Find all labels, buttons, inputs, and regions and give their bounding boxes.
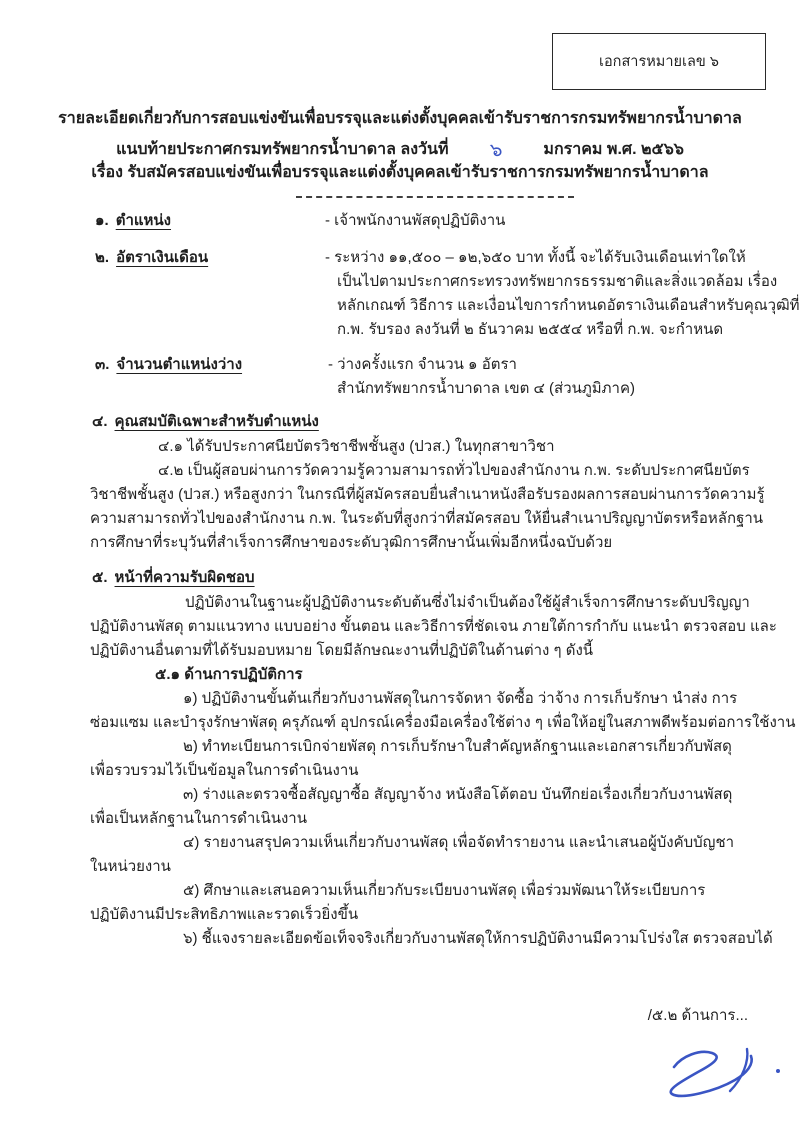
duty-item-1-line: ๑) ปฏิบัติงานขั้นต้นเกี่ยวกับงานพัสดุในการจัดหา จัดซื้อ ว่าจ้าง การเก็บรักษา นำส่ง การ	[183, 690, 738, 707]
field-value-vacancies-line: สำนักทรัพยากรน้ำบาดาล เขต ๔ (ส่วนภูมิภาค)	[337, 380, 635, 397]
document-number-label: เอกสารหมายเลข ๖	[599, 54, 719, 70]
duty-item-6-line: ๖) ชี้แจงรายละเอียดข้อเท็จจริงเกี่ยวกับงานพัสดุให้การปฏิบัติงานมีความโปร่งใส ตรวจสอบได้	[183, 930, 773, 947]
duty-item-4-line: ๔) รายงานสรุปความเห็นเกี่ยวกับงานพัสดุ เพื่อจัดทำรายงาน และนำเสนอผู้บังคับบัญชา	[183, 834, 735, 851]
clause-4-2-line: ๔.๒ เป็นผู้สอบผ่านการวัดความรู้ความสามารถทั่วไปของสำนักงาน ก.พ. ระดับประกาศนียบัตร	[158, 462, 750, 479]
duty-item-5-line: ๕) ศึกษาและเสนอความเห็นเกี่ยวกับระเบียบงานพัสดุ เพื่อร่วมพัฒนาให้ระเบียบการ	[183, 882, 706, 899]
section-5-intro-line: ปฏิบัติงานพัสดุ ตามแนวทาง แบบอย่าง ขั้นตอน และวิธีการที่ชัดเจน ภายใต้การกำกับ แนะนำ ตรวจสอบ และ	[90, 618, 777, 635]
field-number: ๓.	[95, 356, 110, 373]
dashed-divider	[296, 196, 574, 198]
field-value-salary-line: เป็นไปตามประกาศกระทรวงทรัพยากรธรรมชาติและสิ่งแวดล้อม เรื่อง	[337, 273, 778, 290]
duty-item-2-line: เพื่อรวบรวมไว้เป็นข้อมูลในการดำเนินงาน	[90, 762, 359, 779]
field-label-text: อัตราเงินเดือน	[116, 249, 209, 266]
field-label-position	[95, 208, 171, 232]
section-5-heading	[92, 565, 255, 589]
section-4-heading	[92, 409, 319, 433]
section-5-intro-line: ปฏิบัติงานในฐานะผู้ปฏิบัติงานระดับต้นซึ่งไม่จำเป็นต้องใช้ผู้สำเร็จการศึกษาระดับปริญญา	[185, 594, 750, 611]
section-number: ๔.	[92, 413, 108, 430]
field-label-vacancies	[95, 352, 242, 376]
field-value-salary-line: หลักเกณฑ์ วิธีการ และเงื่อนไขการกำหนดอัตราเงินเดือนสำหรับคุณวุฒิที่	[337, 297, 800, 314]
section-5-intro-line: ปฏิบัติงานอื่นตามที่ได้รับมอบหมาย โดยมีลักษณะงานที่ปฏิบัติในด้านต่าง ๆ ดังนี้	[90, 642, 594, 659]
field-number: ๑.	[95, 212, 109, 229]
document-number-box	[552, 33, 766, 90]
duty-item-3-line: เพื่อเป็นหลักฐานในการดำเนินงาน	[90, 810, 307, 827]
duty-item-5-line: ปฏิบัติงานมีประสิทธิภาพและรวดเร็วยิ่งขึ้น	[90, 906, 359, 923]
field-label-text: ตำแหน่ง	[115, 212, 172, 229]
header-title-line-2	[20, 133, 780, 163]
duty-item-3-line: ๓) ร่างและตรวจซื้อสัญญาซื้อ สัญญาจ้าง หนังสือโต้ตอบ บันทึกย่อเรื่องเกี่ยวกับงานพัสดุ	[183, 786, 733, 803]
duty-item-1-line: ซ่อมแซม และบำรุงรักษาพัสดุ ครุภัณฑ์ อุปกรณ์เครื่องมือเครื่องใช้ต่าง ๆ เพื่อให้อยู่ในสภาพดีพร้อมต่อการใช้งาน	[90, 714, 796, 731]
section-number: ๕.	[92, 569, 108, 586]
field-value-position: - เจ้าพนักงานพัสดุปฏิบัติงาน	[325, 212, 506, 229]
duty-item-4-line: ในหน่วยงาน	[90, 858, 171, 875]
section-heading-text: หน้าที่ความรับผิดชอบ	[114, 569, 255, 586]
clause-4-2-line: การศึกษาที่ระบุวันที่สำเร็จการศึกษาของระดับวุฒิการศึกษานั้นเพิ่มอีกหนึ่งฉบับด้วย	[90, 534, 613, 551]
signature-ink-dot	[776, 1069, 780, 1073]
clause-4-1: ๔.๑ ได้รับประกาศนียบัตรวิชาชีพชั้นสูง (ปวส.) ในทุกสาขาวิชา	[158, 438, 555, 455]
sub-heading-5-1: ๕.๑ ด้านการปฏิบัติการ	[155, 666, 303, 683]
field-label-text: จำนวนตำแหน่งว่าง	[116, 356, 243, 373]
header-line2-before: แนบท้ายประกาศกรมทรัพยากรน้ำบาดาล ลงวันที่	[116, 141, 449, 158]
handwritten-day-numeral: ๖	[489, 139, 504, 162]
field-value-salary-line: ก.พ. รับรอง ลงวันที่ ๒ ธันวาคม ๒๕๕๔ หรือที่ ก.พ. จะกำหนด	[337, 321, 724, 338]
field-number: ๒.	[95, 249, 110, 266]
header-title-line-1: รายละเอียดเกี่ยวกับการสอบแข่งขันเพื่อบรรจุและแต่งตั้งบุคคลเข้ารับราชการกรมทรัพยากรน้ำบาดาล	[58, 110, 742, 127]
clause-4-2-line: วิชาชีพชั้นสูง (ปวส.) หรือสูงกว่า ในกรณีที่ผู้สมัครสอบยื่นสำเนาหนังสือรับรองผลการสอบผ่านการวัดความรู้	[90, 486, 765, 503]
field-value-vacancies-line: - ว่างครั้งแรก จำนวน ๑ อัตรา	[328, 356, 517, 373]
signature-ink-icon	[660, 1043, 800, 1109]
field-label-salary	[95, 245, 208, 269]
clause-4-2-line: ความสามารถทั่วไปของสำนักงาน ก.พ. ในระดับที่สูงกว่าที่สมัครสอบ ให้ยื่นสำเนาปริญญาบัตรหรือหลักฐาน	[90, 510, 764, 527]
header-line2-after: มกราคม พ.ศ. ๒๕๖๖	[543, 141, 684, 158]
duty-item-2-line: ๒) ทำทะเบียนการเบิกจ่ายพัสดุ การเก็บรักษาใบสำคัญหลักฐานและเอกสารเกี่ยวกับพัสดุ	[183, 738, 732, 755]
continuation-note: /๕.๒ ด้านการ...	[647, 1007, 748, 1024]
field-value-salary-line: - ระหว่าง ๑๑,๕๐๐ – ๑๒,๖๕๐ บาท ทั้งนี้ จะได้รับเงินเดือนเท่าใดให้	[325, 249, 746, 266]
header-title-line-3: เรื่อง รับสมัครสอบแข่งขันเพื่อบรรจุและแต่งตั้งบุคคลเข้ารับราชการกรมทรัพยากรน้ำบาดาล	[91, 164, 709, 181]
section-heading-text: คุณสมบัติเฉพาะสำหรับตำแหน่ง	[114, 413, 319, 430]
